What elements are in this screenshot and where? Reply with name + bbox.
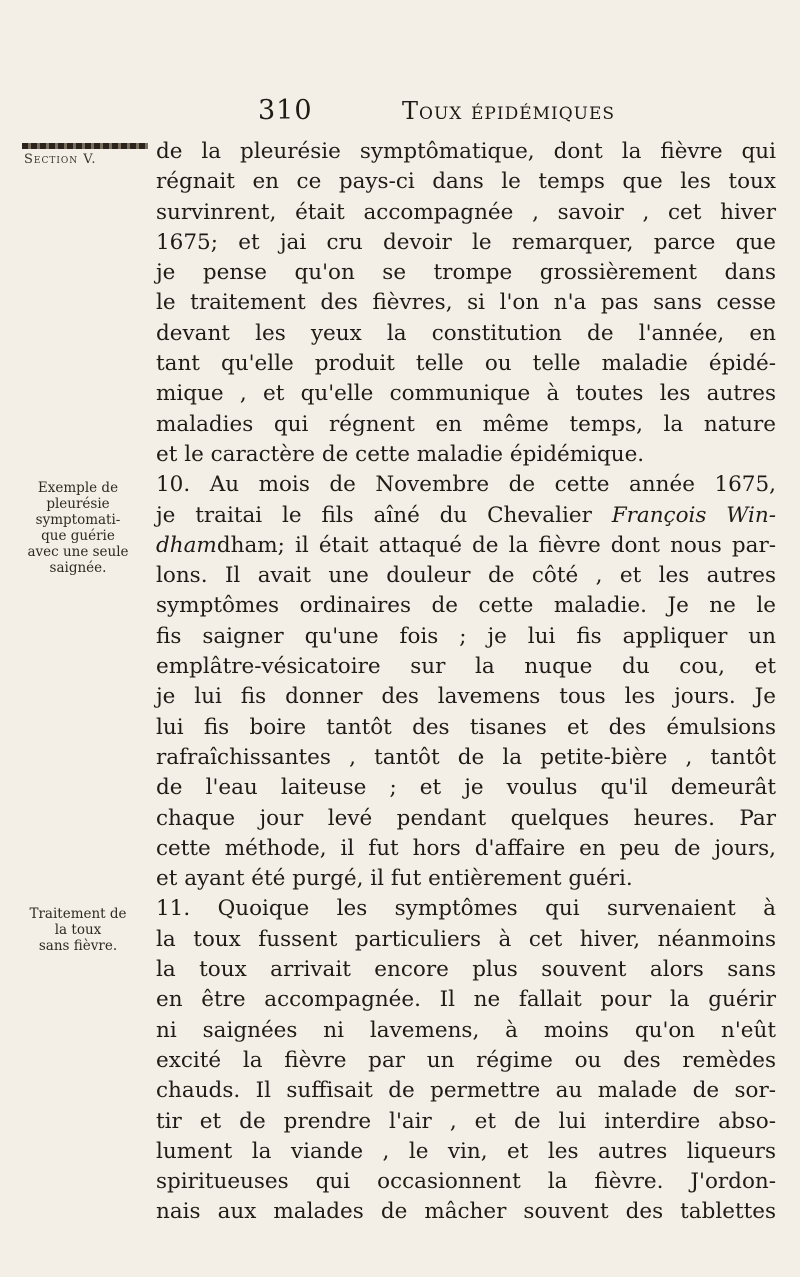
margin-note-line: sans fièvre. bbox=[38, 938, 118, 954]
text-line: ni saignées ni lavemens, à moins qu'on n'eût bbox=[156, 1017, 776, 1043]
text-line: chaque jour levé pendant quelques heures. Par bbox=[156, 805, 776, 831]
text-line: je lui fis donner des lavemens tous les jours. Je bbox=[156, 684, 776, 710]
text-line: et ayant été purgé, il fut entièrement guéri. bbox=[156, 866, 633, 892]
text-line: le traitement des fièvres, si l'on n'a pas sans cesse bbox=[156, 290, 776, 316]
text-line: la toux fussent particuliers à cet hiver, néanmoins bbox=[156, 926, 776, 952]
margin-note-line: pleurésie bbox=[46, 496, 110, 512]
text-line: 11. Quoique les symptômes qui survenaient à bbox=[156, 896, 776, 922]
text-line: spiritueuses qui occasionnent la fièvre. J'ordon- bbox=[156, 1169, 776, 1195]
margin-note-cough bbox=[14, 906, 142, 954]
text-line bbox=[156, 501, 776, 531]
text-line: 1675; et jai cru devoir le remarquer, parce que bbox=[156, 229, 776, 255]
text-line: la toux arrivait encore plus souvent alors sans bbox=[156, 957, 776, 983]
body-text bbox=[156, 137, 776, 1228]
margin-note-line: symptomati- bbox=[35, 512, 121, 528]
text-line: et le caractère de cette maladie épidémique. bbox=[156, 441, 645, 467]
margin-note-line: saignée. bbox=[49, 560, 107, 576]
text-line: fis saigner qu'une fois ; je lui fis appliquer un bbox=[156, 623, 776, 649]
text-line: devant les yeux la constitution de l'année, en bbox=[156, 320, 776, 346]
section-label: Section V. bbox=[24, 152, 97, 167]
text-line: régnait en ce pays-ci dans le temps que les toux bbox=[156, 169, 776, 195]
text-line: lons. Il avait une douleur de côté , et les autres bbox=[156, 563, 776, 589]
ornament-rule bbox=[22, 143, 148, 149]
text-line bbox=[156, 531, 776, 561]
text-line: cette méthode, il fut hors d'affaire en peu de jours, bbox=[156, 835, 776, 861]
running-title: Toux épidémiques bbox=[402, 97, 616, 125]
text-line: mique , et qu'elle communique à toutes les autres bbox=[156, 381, 776, 407]
margin-note-line: Traitement de bbox=[29, 906, 127, 922]
text-line: chauds. Il suffisait de permettre au malade de sor- bbox=[156, 1078, 776, 1104]
text-line: en être accompagnée. Il ne fallait pour la guérir bbox=[156, 987, 776, 1013]
text-line: emplâtre-vésicatoire sur la nuque du cou, et bbox=[156, 654, 776, 680]
margin-note-line: Exemple de bbox=[37, 480, 119, 496]
text-line: tant qu'elle produit telle ou telle maladie épidé- bbox=[156, 351, 776, 377]
text-line: symptômes ordinaires de cette maladie. Je ne le bbox=[156, 593, 776, 619]
text-line: maladies qui régnent en même temps, la nature bbox=[156, 411, 776, 437]
text-line: 10. Au mois de Novembre de cette année 1675, bbox=[156, 472, 776, 498]
text-line: lument la viande , le vin, et les autres liqueurs bbox=[156, 1138, 776, 1164]
text-line: rafraîchissantes , tantôt de la petite-bière , tantôt bbox=[156, 744, 776, 770]
text-line: survinrent, était accompagnée , savoir , cet hiver bbox=[156, 199, 776, 225]
margin-note-pleurisy bbox=[14, 480, 142, 576]
text-line: tir et de prendre l'air , et de lui interdire abso- bbox=[156, 1108, 776, 1134]
text-line: nais aux malades de mâcher souvent des tablettes bbox=[156, 1199, 776, 1225]
page-number: 310 bbox=[258, 95, 313, 126]
text-line: de la pleurésie symptômatique, dont la fièvre qui bbox=[156, 139, 776, 164]
text-line: je pense qu'on se trompe grossièrement dans bbox=[156, 260, 776, 286]
text-line: lui fis boire tantôt des tisanes et des émulsions bbox=[156, 714, 776, 740]
margin-note-line: la toux bbox=[54, 922, 102, 938]
margin-note-line: que guérie bbox=[41, 528, 115, 544]
text-line: excité la fièvre par un régime ou des remèdes bbox=[156, 1047, 776, 1073]
text-line-start: je traitai le fils aîné du Chevalier bbox=[156, 502, 612, 528]
margin-note-line: avec une seule bbox=[27, 544, 129, 560]
italic-name: François Win- bbox=[611, 502, 776, 528]
text-line-rest: dham; il était attaqué de la fièvre dont nous par- bbox=[216, 532, 776, 558]
page-header bbox=[0, 95, 800, 135]
text-line: de l'eau laiteuse ; et je voulus qu'il demeurât bbox=[156, 775, 776, 801]
italic-name-end: dham bbox=[156, 532, 217, 558]
